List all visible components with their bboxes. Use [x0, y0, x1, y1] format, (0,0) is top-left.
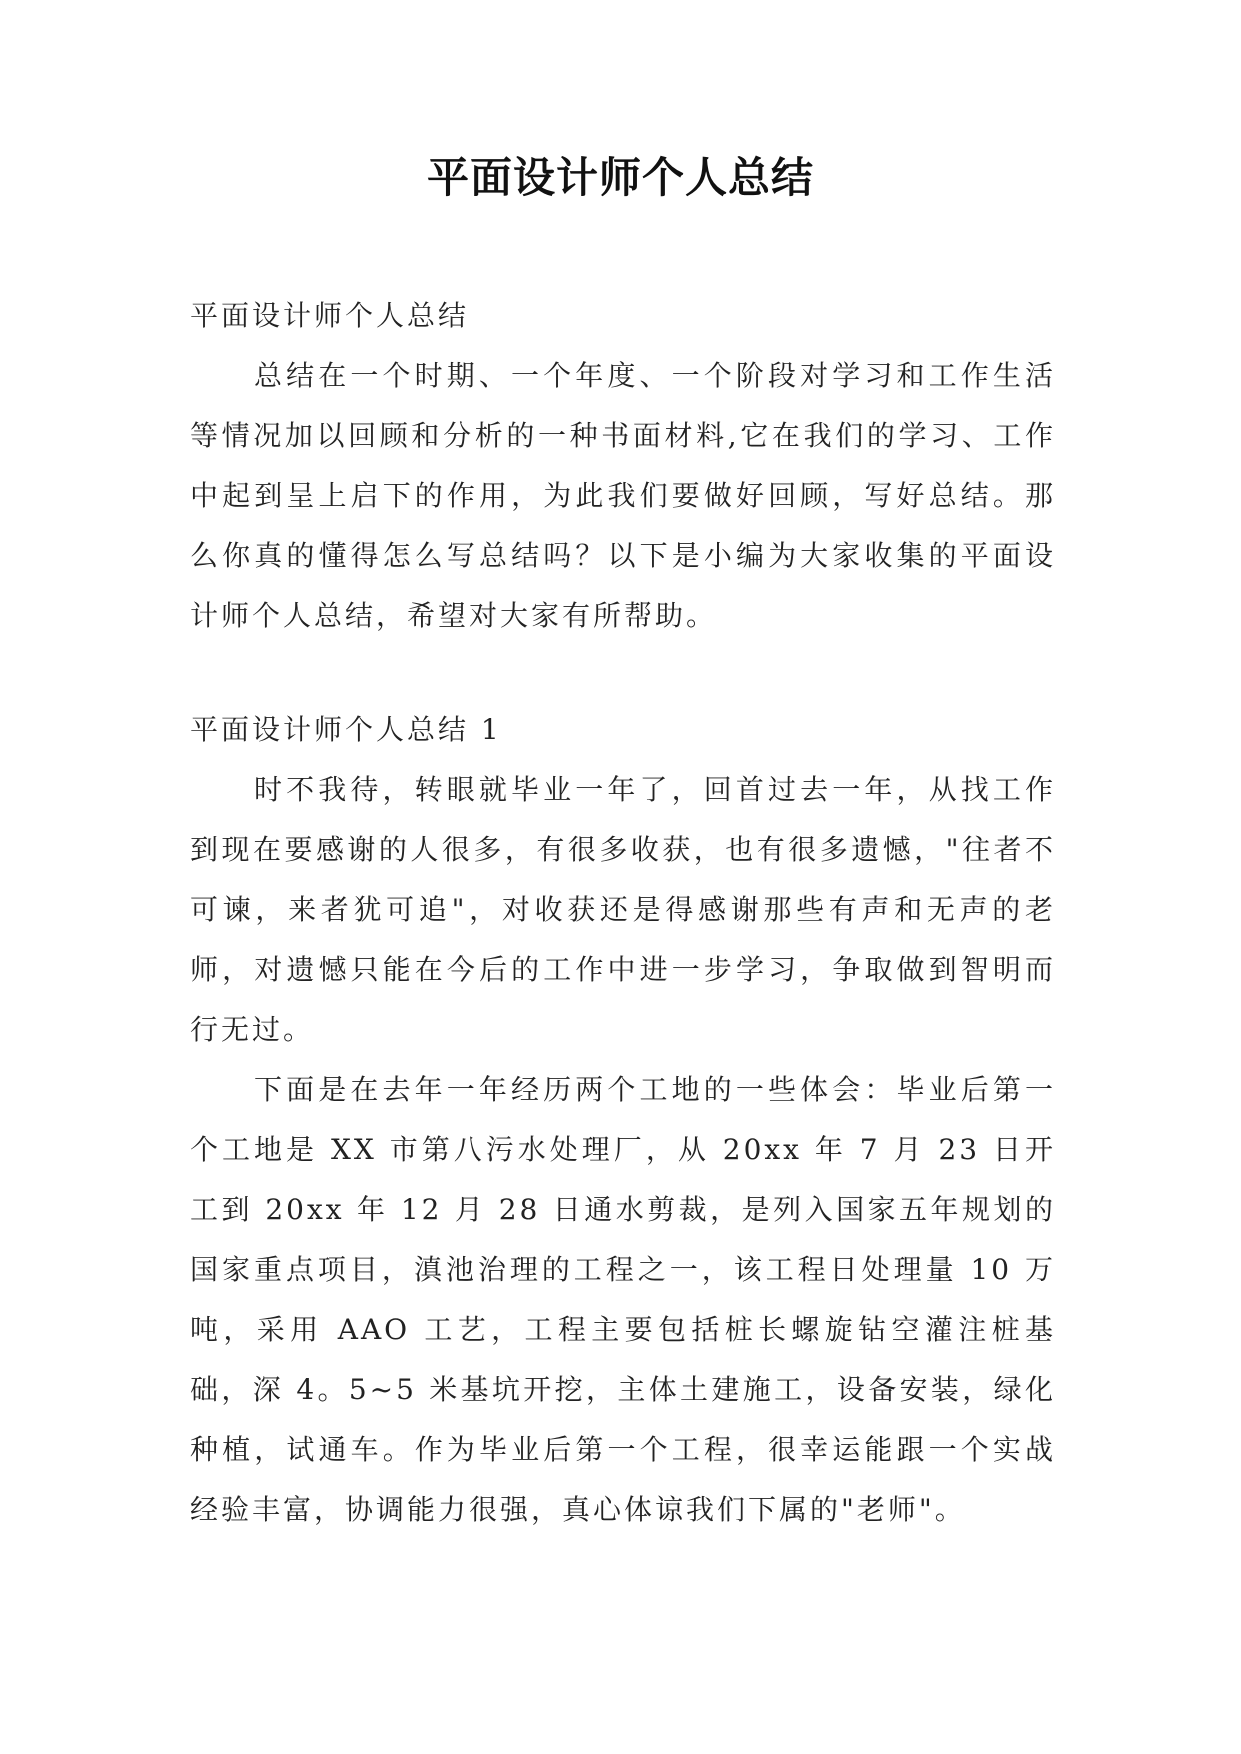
section1-paragraph-1: 时不我待，转眼就毕业一年了，回首过去一年，从找工作到现在要感谢的人很多，有很多收获，也有很多遗憾，"往者不可谏，来者犹可追"，对收获还是得感谢那些有声和无声的老师，对遗憾只能在今后的工作中进一步学习，争取做到智明而行无过。 — [190, 773, 1056, 1046]
document-title: 平面设计师个人总结 — [426, 153, 814, 202]
intro-heading: 平面设计师个人总结 — [190, 299, 470, 332]
section1-paragraph-2: 下面是在去年一年经历两个工地的一些体会：毕业后第一个工地是 XX 市第八污水处理厂，从 20xx 年 7 月 23 日开工到 20xx 年 12 月 28 日通水剪裁，是列入国家五年规划的国家重点项目，滇池治理的工程之一，该工程日处理量 10 万吨，采用 AAO 工艺，工程主要包括桩长螺旋钻空灌注桩基础，深 4。5~5 米基坑开挖，主体土建施工，设备安装，绿化种植，试通车。作为毕业后第一个工程，很幸运能跟一个实战经验丰富，协调能力很强，真心体谅我们下属的"老师"。 — [190, 1073, 1056, 1526]
section-spacer — [190, 646, 1056, 700]
section1-heading: 平面设计师个人总结 1 — [190, 713, 502, 746]
document-body — [190, 286, 1056, 1540]
intro-paragraph: 总结在一个时期、一个年度、一个阶段对学习和工作生活等情况加以回顾和分析的一种书面材料,它在我们的学习、工作中起到呈上启下的作用，为此我们要做好回顾，写好总结。那么你真的懂得怎么写总结吗？以下是小编为大家收集的平面设计师个人总结，希望对大家有所帮助。 — [190, 359, 1056, 632]
